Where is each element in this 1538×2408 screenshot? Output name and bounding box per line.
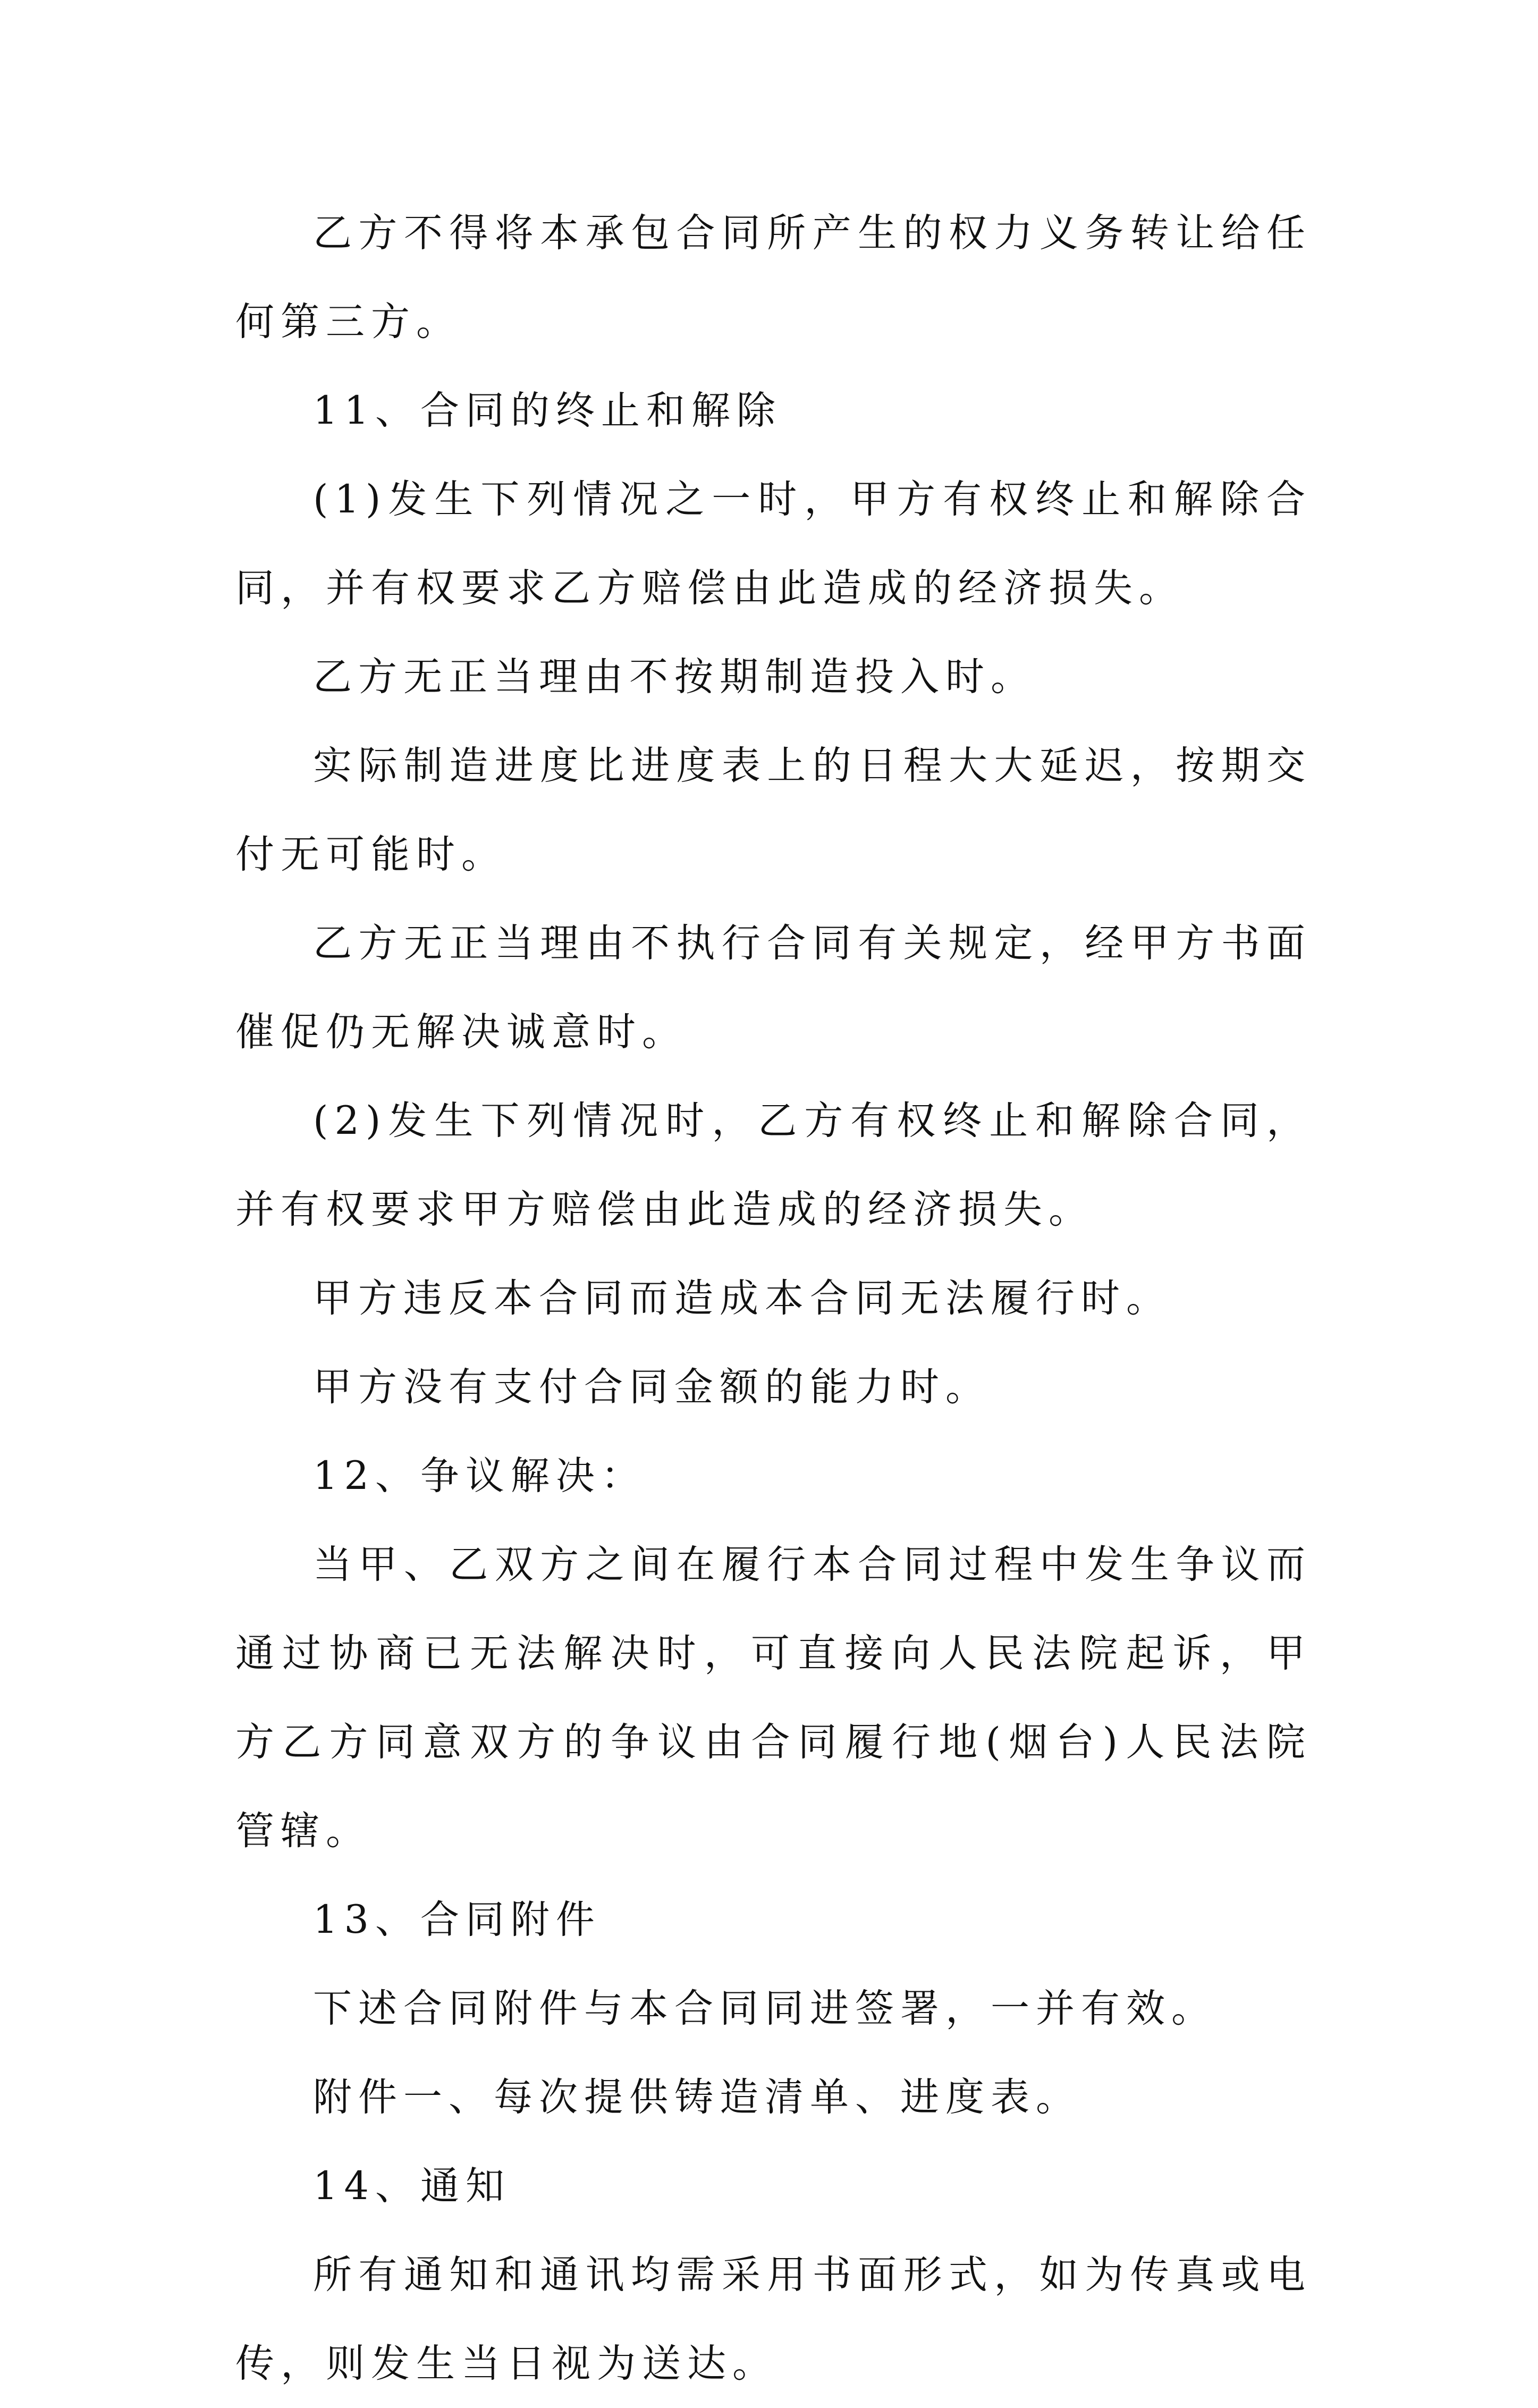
paragraph-no-timely-production: 乙方无正当理由不按期制造投入时。 xyxy=(313,654,1036,700)
paragraph-transfer-prohibition: 乙方不得将本承包合同所产生的权力义务转让给任何第三方。 xyxy=(235,211,1312,344)
paragraph-party-b-termination-rights: (2)发生下列情况时，乙方有权终止和解除合同，并有权要求甲方赔偿由此造成的经济损失。 xyxy=(235,1098,1312,1232)
paragraph-noncompliance: 乙方无正当理由不执行合同有关规定，经甲方书面催促仍无解决诚意时。 xyxy=(235,921,1312,1055)
paragraph-party-a-breach: 甲方违反本合同而造成本合同无法履行时。 xyxy=(313,1276,1171,1321)
paragraph-dispute-jurisdiction: 当甲、乙双方之间在履行本合同过程中发生争议而通过协商已无法解决时，可直接向人民法院起诉，甲方乙方同意双方的争议由合同履行地(烟台)人民法院管辖。 xyxy=(235,1542,1312,1854)
paragraph-attachments-effective: 下述合同附件与本合同同进签署，一并有效。 xyxy=(313,1986,1216,2031)
paragraph-attachment-one: 附件一、每次提供铸造清单、进度表。 xyxy=(313,2075,1081,2120)
paragraph-party-a-termination-rights: (1)发生下列情况之一时，甲方有权终止和解除合同，并有权要求乙方赔偿由此造成的经济损失。 xyxy=(235,477,1312,611)
section-heading-termination: 11、合同的终止和解除 xyxy=(313,388,782,433)
document-body xyxy=(235,189,1312,2408)
paragraph-notice-form: 所有通知和通讯均需采用书面形式，如为传真或电传，则发生当日视为送达。 xyxy=(235,2252,1312,2386)
section-heading-dispute-resolution: 12、争议解决： xyxy=(313,1453,646,1498)
section-heading-attachments: 13、合同附件 xyxy=(313,1897,601,1942)
paragraph-schedule-delay: 实际制造进度比进度表上的日程大大延迟，按期交付无可能时。 xyxy=(235,743,1312,877)
paragraph-payment-inability: 甲方没有支付合同金额的能力时。 xyxy=(313,1365,991,1410)
section-heading-notice: 14、通知 xyxy=(313,2163,511,2209)
